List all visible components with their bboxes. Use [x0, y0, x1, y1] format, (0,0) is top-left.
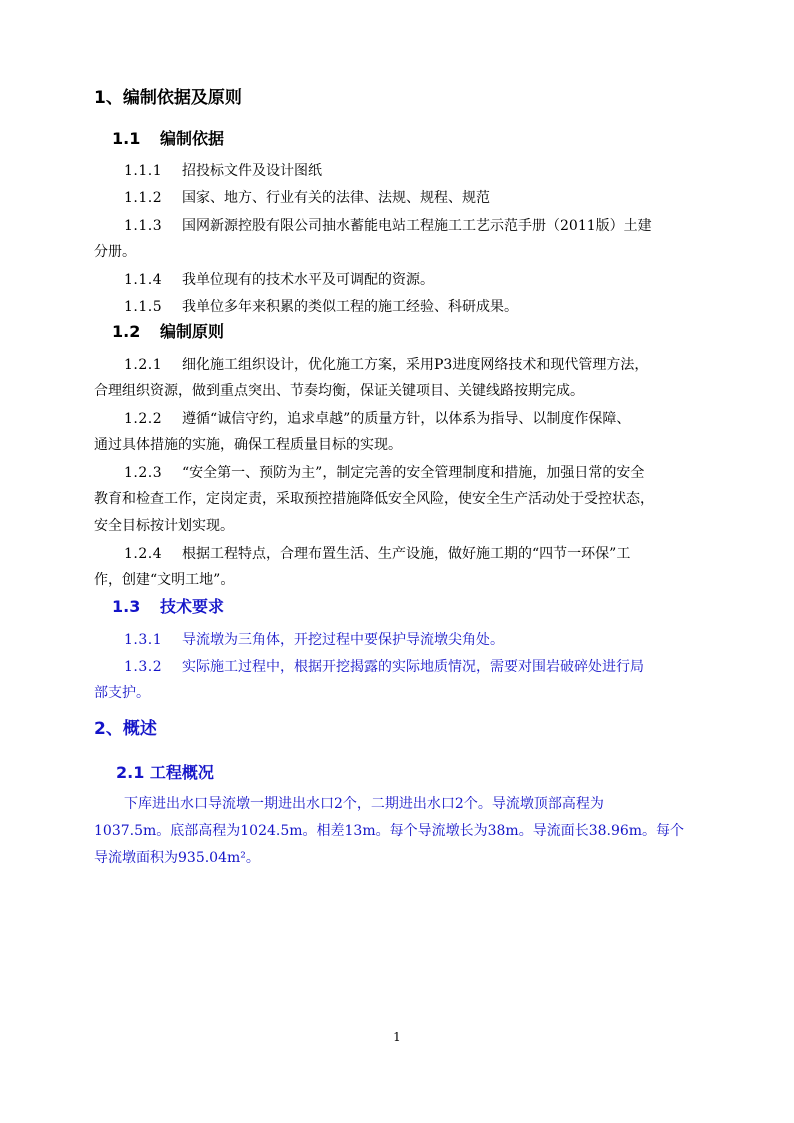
item-1-2-1-cont: 合理组织资源，做到重点突出、节奏均衡，保证关键项目、关键线路按期完成。 [94, 383, 584, 399]
item-1-1-4 [124, 270, 434, 290]
section-number: 1.3 [112, 597, 141, 616]
item-1-1-1 [124, 161, 322, 181]
section-number: 1.1 [112, 129, 141, 148]
section-title: 编制依据 [160, 129, 225, 148]
item-1-2-3-cont-1: 教育和检查工作，定岗定责，采取预控措施降低安全风险，使安全生产活动处于受控状态， [94, 491, 654, 507]
item-1-2-4-cont: 作，创建“文明工地”。 [94, 572, 235, 588]
section-1-1-heading [112, 129, 224, 149]
item-text: 国网新源控股有限公司抽水蓄能电站工程施工工艺示范手册（2011版）土建 [182, 218, 652, 234]
item-1-3-1 [124, 630, 504, 650]
section-number: 1.2 [112, 322, 141, 341]
item-1-1-2 [124, 188, 490, 208]
section-title: 技术要求 [160, 597, 225, 616]
item-number: 1.1.1 [124, 163, 163, 179]
item-1-1-5 [124, 297, 518, 317]
item-1-1-3-cont: 分册。 [94, 244, 136, 260]
item-number: 1.3.1 [124, 632, 163, 648]
item-1-3-2 [124, 657, 644, 677]
item-number: 1.2.3 [124, 465, 163, 481]
item-number: 1.2.2 [124, 411, 163, 427]
item-text: 遵循“诚信守约，追求卓越”的质量方针，以体系为指导、以制度作保障、 [182, 411, 631, 427]
item-number: 1.1.3 [124, 218, 163, 234]
item-text: 细化施工组织设计，优化施工方案，采用P3进度网络技术和现代管理方法， [182, 357, 649, 373]
item-number: 1.1.4 [124, 272, 163, 288]
item-1-2-4 [124, 544, 630, 564]
item-1-2-3 [124, 463, 644, 483]
item-number: 1.1.2 [124, 190, 163, 206]
item-1-2-3-cont-2: 安全目标按计划实现。 [94, 518, 234, 534]
item-text: 我单位现有的技术水平及可调配的资源。 [182, 272, 434, 288]
item-text: 导流墩为三角体，开挖过程中要保护导流墩尖角处。 [182, 632, 504, 648]
paragraph-2-1-line-2: 1037.5m。底部高程为1024.5m。相差13m。每个导流墩长为38m。导流面长38.96m。每个 [94, 823, 685, 839]
item-text: “安全第一、预防为主”，制定完善的安全管理制度和措施，加强日常的安全 [182, 465, 645, 481]
item-number: 1.3.2 [124, 659, 163, 675]
item-number: 1.2.4 [124, 546, 163, 562]
item-1-2-2 [124, 409, 630, 429]
section-1-heading: 1、编制依据及原则 [94, 88, 242, 108]
section-title: 编制原则 [160, 322, 225, 341]
page-number: 1 [393, 1030, 401, 1044]
item-number: 1.1.5 [124, 299, 163, 315]
section-1-2-heading [112, 322, 224, 342]
section-1-3-heading [112, 597, 224, 617]
item-text: 国家、地方、行业有关的法律、法规、规程、规范 [182, 190, 490, 206]
item-number: 1.2.1 [124, 357, 163, 373]
item-1-1-3 [124, 216, 652, 236]
item-text: 招投标文件及设计图纸 [182, 163, 322, 179]
item-text: 我单位多年来积累的类似工程的施工经验、科研成果。 [182, 299, 518, 315]
section-2-heading: 2、概述 [94, 719, 157, 739]
section-2-1-heading: 2.1 工程概况 [116, 763, 214, 782]
paragraph-2-1-line-1: 下库进出水口导流墩一期进出水口2个，二期进出水口2个。导流墩顶部高程为 [124, 796, 604, 812]
paragraph-2-1-line-3: 导流墩面积为935.04m²。 [94, 850, 260, 866]
item-text: 实际施工过程中，根据开挖揭露的实际地质情况，需要对围岩破碎处进行局 [182, 659, 644, 675]
item-text: 根据工程特点，合理布置生活、生产设施，做好施工期的“四节一环保”工 [182, 546, 631, 562]
item-1-2-1 [124, 355, 648, 375]
item-1-3-2-cont: 部支护。 [94, 685, 150, 701]
item-1-2-2-cont: 通过具体措施的实施，确保工程质量目标的实现。 [94, 437, 402, 453]
